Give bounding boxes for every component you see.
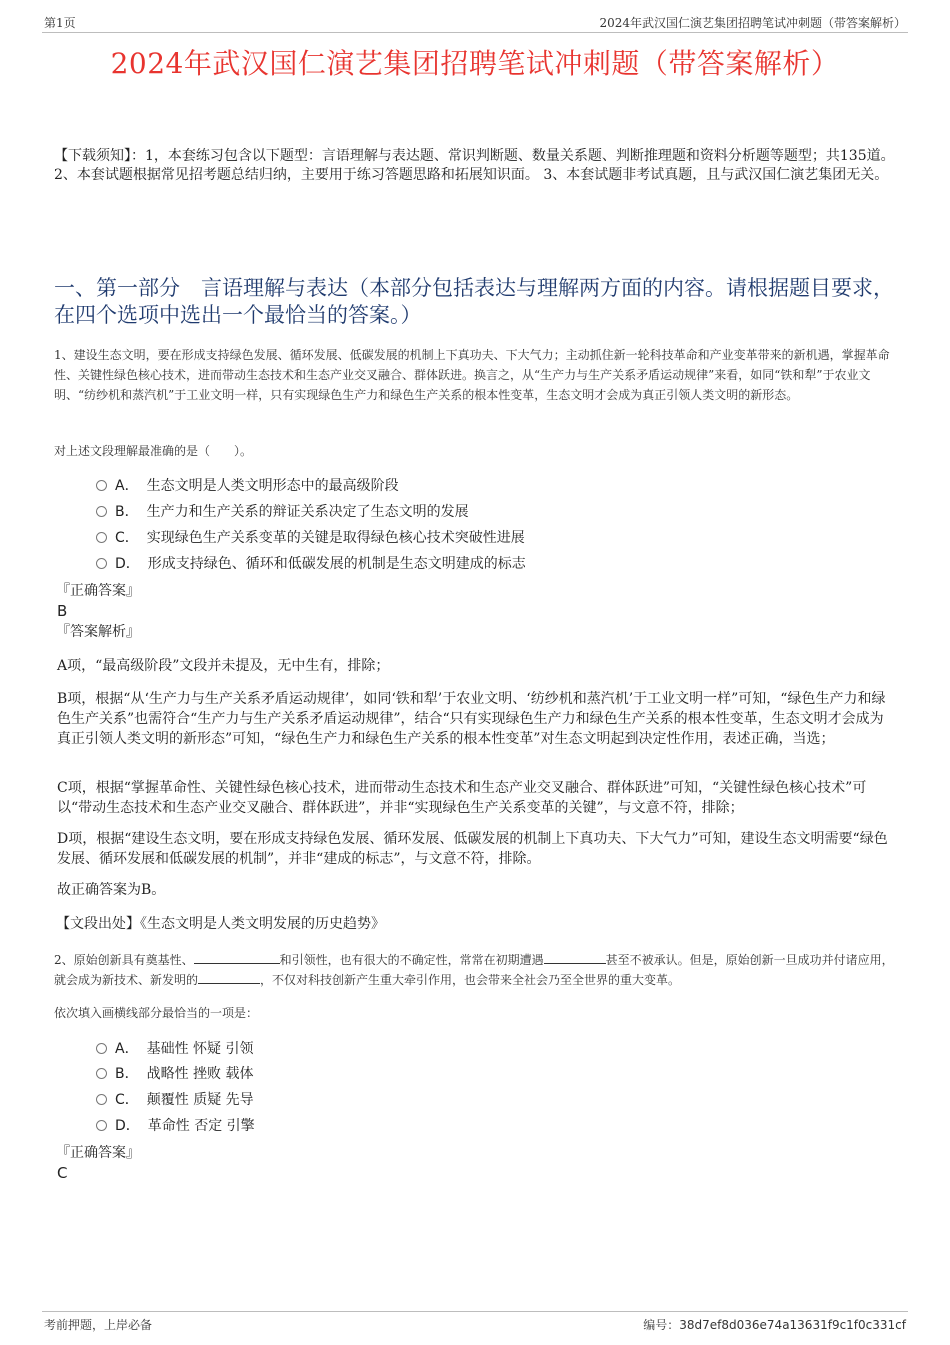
q1-option-b[interactable]: B． 生产力和生产关系的辩证关系决定了生态文明的发展: [96, 502, 469, 522]
q2-option-d[interactable]: D． 革命性 否定 引擎: [96, 1116, 255, 1136]
q1-explanation-b: B项，根据“从‘生产力与生产关系矛盾运动规律’，如同‘铁和犁’于农业文明、‘纺纱机和蒸汽机’于工业文明一样”可知，“绿色生产力和绿色生产关系”也需符合“生产力与生产关系矛盾运动规律”，结合“只有实现绿色生产力和绿色生产关系的根本性变革，生态文明才会成为真正引领人类文明的新形态”可知，“绿色生产力和绿色生产关系的根本性变革”对生态文明起到决定性作用，表述正确，当选；: [57, 691, 886, 747]
page-number: 第1页: [44, 16, 76, 30]
page-footer: [42, 1311, 908, 1334]
question-2-stem: 2、原始创新具有奠基性、 和引领性，也有很大的不确定性，常常在初期遭遇 甚至不被承认。但是，原始创新一旦成功并付诸应用，就会成为新技术、新发明的 ，不仅对科技创新产生重大牵引作用，也会带来全社会乃至全世界的重大变革。: [54, 953, 894, 987]
fill-blank-1: [194, 951, 280, 964]
question-1-stem: 1、建设生态文明，要在形成支持绿色发展、循环发展、低碳发展的机制上下真功夫、下大气力；主动抓住新一轮科技革命和产业变革带来的新机遇，掌握革命性、关键性绿色核心技术，进而带动生态技术和生态产业交叉融合、群体跃进。换言之，从“生产力与生产关系矛盾运动规律”来看，如同“铁和犁”于农业文明、“纺纱机和蒸汽机”于工业文明一样，只有实现绿色生产力和绿色生产关系的根本性变革，生态文明才会成为真正引领人类文明的新形态。: [54, 348, 890, 402]
radio-icon[interactable]: [96, 532, 107, 543]
q2-answer-label: 『正确答案』: [56, 1145, 140, 1161]
q1-answer-label: 『正确答案』: [56, 583, 140, 599]
section-heading: 一、第一部分 言语理解与表达（本部分包括表达与理解两方面的内容。请根据题目要求，在四个选项中选出一个最恰当的答案。）: [54, 276, 894, 327]
q1-analysis-label: 『答案解析』: [56, 624, 140, 640]
radio-icon[interactable]: [96, 1043, 107, 1054]
q1-explanation-c: C项，根据“掌握革命性、关键性绿色核心技术，进而带动生态技术和生态产业交叉融合、群体跃进”可知，“关键性绿色核心技术”可以“带动生态技术和生态产业交叉融合、群体跃进”，并非“实现绿色生产关系变革的关键”，与文意不符，排除；: [57, 780, 867, 816]
q1-option-d[interactable]: D． 形成支持绿色、循环和低碳发展的机制是生态文明建成的标志: [96, 554, 526, 574]
radio-icon[interactable]: [96, 558, 107, 569]
q1-explanation-a: A项，“最高级阶段”文段并未提及，无中生有，排除；: [57, 658, 390, 674]
radio-icon[interactable]: [96, 1094, 107, 1105]
document-title: 2024年武汉国仁演艺集团招聘笔试冲刺题（带答案解析）: [110, 47, 840, 80]
download-notice: 【下载须知】：1，本套练习包含以下题型：言语理解与表达题、常识判断题、数量关系题、判断推理题和资料分析题等题型；共135道。 2、本套试题根据常见招考题总结归纳，主要用于练习答题思路和拓展知识面。 3、本套试题非考试真题，且与武汉国仁演艺集团无关。: [54, 148, 895, 183]
page-header: [42, 12, 908, 33]
fill-blank-2: [544, 951, 606, 964]
footer-slogan: 考前押题，上岸必备: [44, 1318, 153, 1332]
q1-source: 【文段出处】《生态文明是人类文明发展的历史趋势》: [56, 916, 385, 932]
question-1-prompt: 对上述文段理解最准确的是（ ）。: [54, 444, 253, 458]
q1-option-c[interactable]: C． 实现绿色生产关系变革的关键是取得绿色核心技术突破性进展: [96, 528, 525, 548]
q1-answer: B: [57, 602, 68, 620]
fill-blank-3: [198, 971, 260, 984]
header-doc-title: 2024年武汉国仁演艺集团招聘笔试冲刺题（带答案解析）: [599, 16, 906, 30]
q2-answer: C: [57, 1164, 68, 1182]
q2-option-a[interactable]: A． 基础性 怀疑 引领: [96, 1039, 253, 1059]
q2-option-b[interactable]: B． 战略性 挫败 载体: [96, 1064, 254, 1084]
question-2-prompt: 依次填入画横线部分最恰当的一项是：: [54, 1006, 259, 1020]
q1-explanation-d: D项，根据“建设生态文明，要在形成支持绿色发展、循环发展、低碳发展的机制上下真功夫、下大气力”可知，建设生态文明需要“绿色发展、循环发展和低碳发展的机制”，并非“建成的标志”，与文意不符，排除。: [57, 831, 888, 867]
q1-option-a[interactable]: A． 生态文明是人类文明形态中的最高级阶段: [96, 476, 399, 496]
radio-icon[interactable]: [96, 1120, 107, 1131]
footer-code: 编号：38d7ef8d036e74a13631f9c1f0c331cf: [643, 1318, 906, 1332]
radio-icon[interactable]: [96, 506, 107, 517]
radio-icon[interactable]: [96, 480, 107, 491]
q2-option-c[interactable]: C． 颠覆性 质疑 先导: [96, 1090, 254, 1110]
radio-icon[interactable]: [96, 1068, 107, 1079]
q1-conclusion: 故正确答案为B。: [57, 882, 166, 898]
